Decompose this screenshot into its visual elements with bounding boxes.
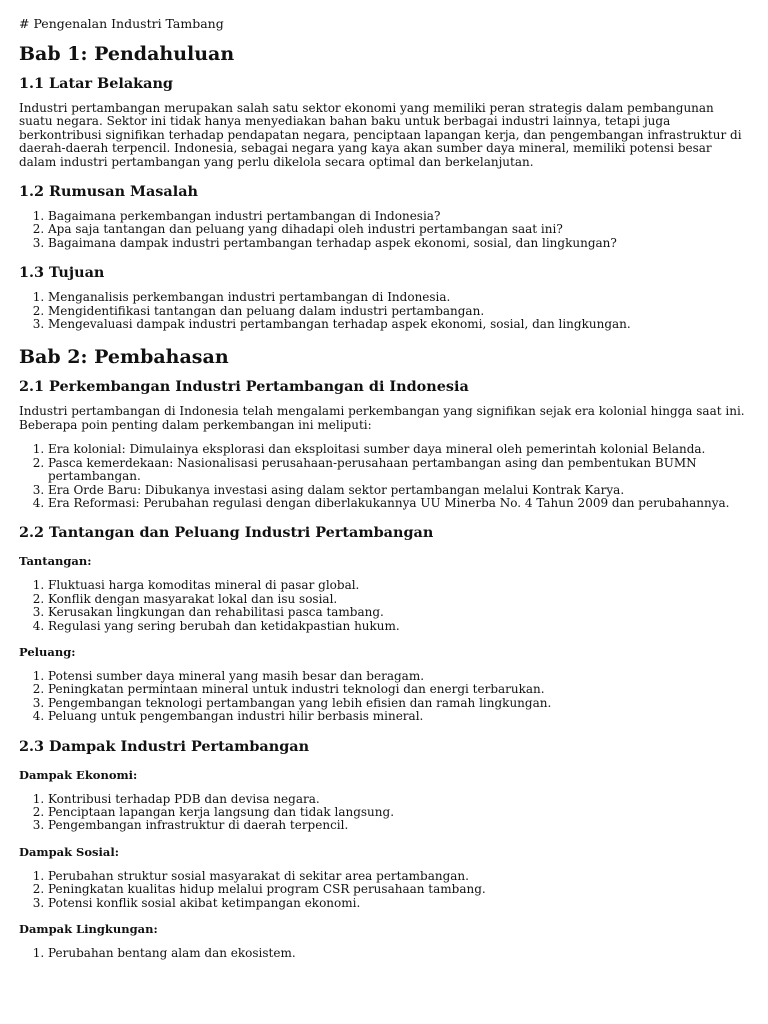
list-item: 3. Era Orde Baru: Dibukanya investasi asing dalam sektor pertambangan melalui Kontrak Karya. xyxy=(48,484,748,497)
section-2-1-heading: 2.1 Perkembangan Industri Pertambangan di Indonesia xyxy=(19,378,469,396)
dampak-sosial-heading: Dampak Sosial: xyxy=(19,844,119,859)
dampak-ekonomi-heading: Dampak Ekonomi: xyxy=(19,767,138,782)
chapter-2-heading: Bab 2: Pembahasan xyxy=(19,346,229,369)
list-item: 3. Mengevaluasi dampak industri pertambangan terhadap aspek ekonomi, sosial, dan lingkungan. xyxy=(48,318,748,331)
list-item: 4. Peluang untuk pengembangan industri hilir berbasis mineral. xyxy=(48,710,748,723)
section-1-2-list xyxy=(19,210,748,250)
section-1-3-list xyxy=(19,291,748,331)
section-2-3-heading: 2.3 Dampak Industri Pertambangan xyxy=(19,737,310,755)
section-2-2-heading: 2.2 Tantangan dan Peluang Industri Pertambangan xyxy=(19,524,434,542)
document-title: # Pengenalan Industri Tambang xyxy=(19,16,224,31)
list-item: 2. Peningkatan permintaan mineral untuk industri teknologi dan energi terbarukan. xyxy=(48,683,748,696)
section-1-1-heading: 1.1 Latar Belakang xyxy=(19,75,173,92)
dampak-ekonomi-list xyxy=(19,793,748,833)
list-item: 1. Era kolonial: Dimulainya eksplorasi dan eksploitasi sumber daya mineral oleh pemerintah kolonial Belanda. xyxy=(48,443,748,456)
list-item: 3. Potensi konflik sosial akibat ketimpangan ekonomi. xyxy=(48,897,748,910)
list-item: 3. Kerusakan lingkungan dan rehabilitasi pasca tambang. xyxy=(48,606,748,619)
list-item: 1. Menganalisis perkembangan industri pertambangan di Indonesia. xyxy=(48,291,748,304)
list-item: 4. Regulasi yang sering berubah dan ketidakpastian hukum. xyxy=(48,620,748,633)
tantangan-list xyxy=(19,579,748,633)
list-item: 1. Perubahan bentang alam dan ekosistem. xyxy=(48,947,748,960)
section-1-1-paragraph: Industri pertambangan merupakan salah satu sektor ekonomi yang memiliki peran strategis dalam pembangunan suatu negara. Sektor ini tidak hanya menyediakan bahan baku untuk berbagai industri lainnya, tetapi juga berkontribusi signifikan terhadap pendapatan negara, penciptaan lapangan kerja, dan pengembangan infrastruktur di daerah-daerah terpencil. Indonesia, sebagai negara yang kaya akan sumber daya mineral, memiliki potensi besar dalam industri pertambangan yang perlu dikelola secara optimal dan berkelanjutan. xyxy=(19,101,742,169)
peluang-list xyxy=(19,670,748,724)
list-item: 2. Mengidentifikasi tantangan dan peluang dalam industri pertambangan. xyxy=(48,305,748,318)
list-item: 1. Kontribusi terhadap PDB dan devisa negara. xyxy=(48,793,748,806)
list-item: 1. Bagaimana perkembangan industri pertambangan di Indonesia? xyxy=(48,210,748,223)
list-item: 2. Pasca kemerdekaan: Nasionalisasi perusahaan-perusahaan pertambangan asing dan pembentukan BUMN pertambangan. xyxy=(48,457,748,484)
dampak-lingkungan-list xyxy=(19,947,748,960)
list-item: 1. Fluktuasi harga komoditas mineral di pasar global. xyxy=(48,579,748,592)
list-item: 4. Era Reformasi: Perubahan regulasi dengan diberlakukannya UU Minerba No. 4 Tahun 2009 dan perubahannya. xyxy=(48,497,748,510)
list-item: 3. Pengembangan teknologi pertambangan yang lebih efisien dan ramah lingkungan. xyxy=(48,697,748,710)
tantangan-heading: Tantangan: xyxy=(19,554,92,569)
section-2-1-list xyxy=(19,443,748,510)
list-item: 1. Perubahan struktur sosial masyarakat di sekitar area pertambangan. xyxy=(48,870,748,883)
list-item: 2. Apa saja tantangan dan peluang yang dihadapi oleh industri pertambangan saat ini? xyxy=(48,223,748,236)
section-2-1-paragraph: Industri pertambangan di Indonesia telah mengalami perkembangan yang signifikan sejak era kolonial hingga saat ini. Beberapa poin penting dalam perkembangan ini meliputi: xyxy=(19,404,745,432)
list-item: 2. Peningkatan kualitas hidup melalui program CSR perusahaan tambang. xyxy=(48,883,748,896)
list-item: 3. Bagaimana dampak industri pertambangan terhadap aspek ekonomi, sosial, dan lingkungan? xyxy=(48,237,748,250)
chapter-1-heading: Bab 1: Pendahuluan xyxy=(19,43,235,65)
list-item: 3. Pengembangan infrastruktur di daerah terpencil. xyxy=(48,819,748,832)
section-1-2-heading: 1.2 Rumusan Masalah xyxy=(19,183,198,201)
section-1-3-heading: 1.3 Tujuan xyxy=(19,264,105,282)
dampak-lingkungan-heading: Dampak Lingkungan: xyxy=(19,922,158,936)
list-item: 2. Konflik dengan masyarakat lokal dan isu sosial. xyxy=(48,593,748,606)
list-item: 1. Potensi sumber daya mineral yang masih besar dan beragam. xyxy=(48,670,748,683)
list-item: 2. Penciptaan lapangan kerja langsung dan tidak langsung. xyxy=(48,806,748,819)
peluang-heading: Peluang: xyxy=(19,644,76,659)
dampak-sosial-list xyxy=(19,870,748,910)
